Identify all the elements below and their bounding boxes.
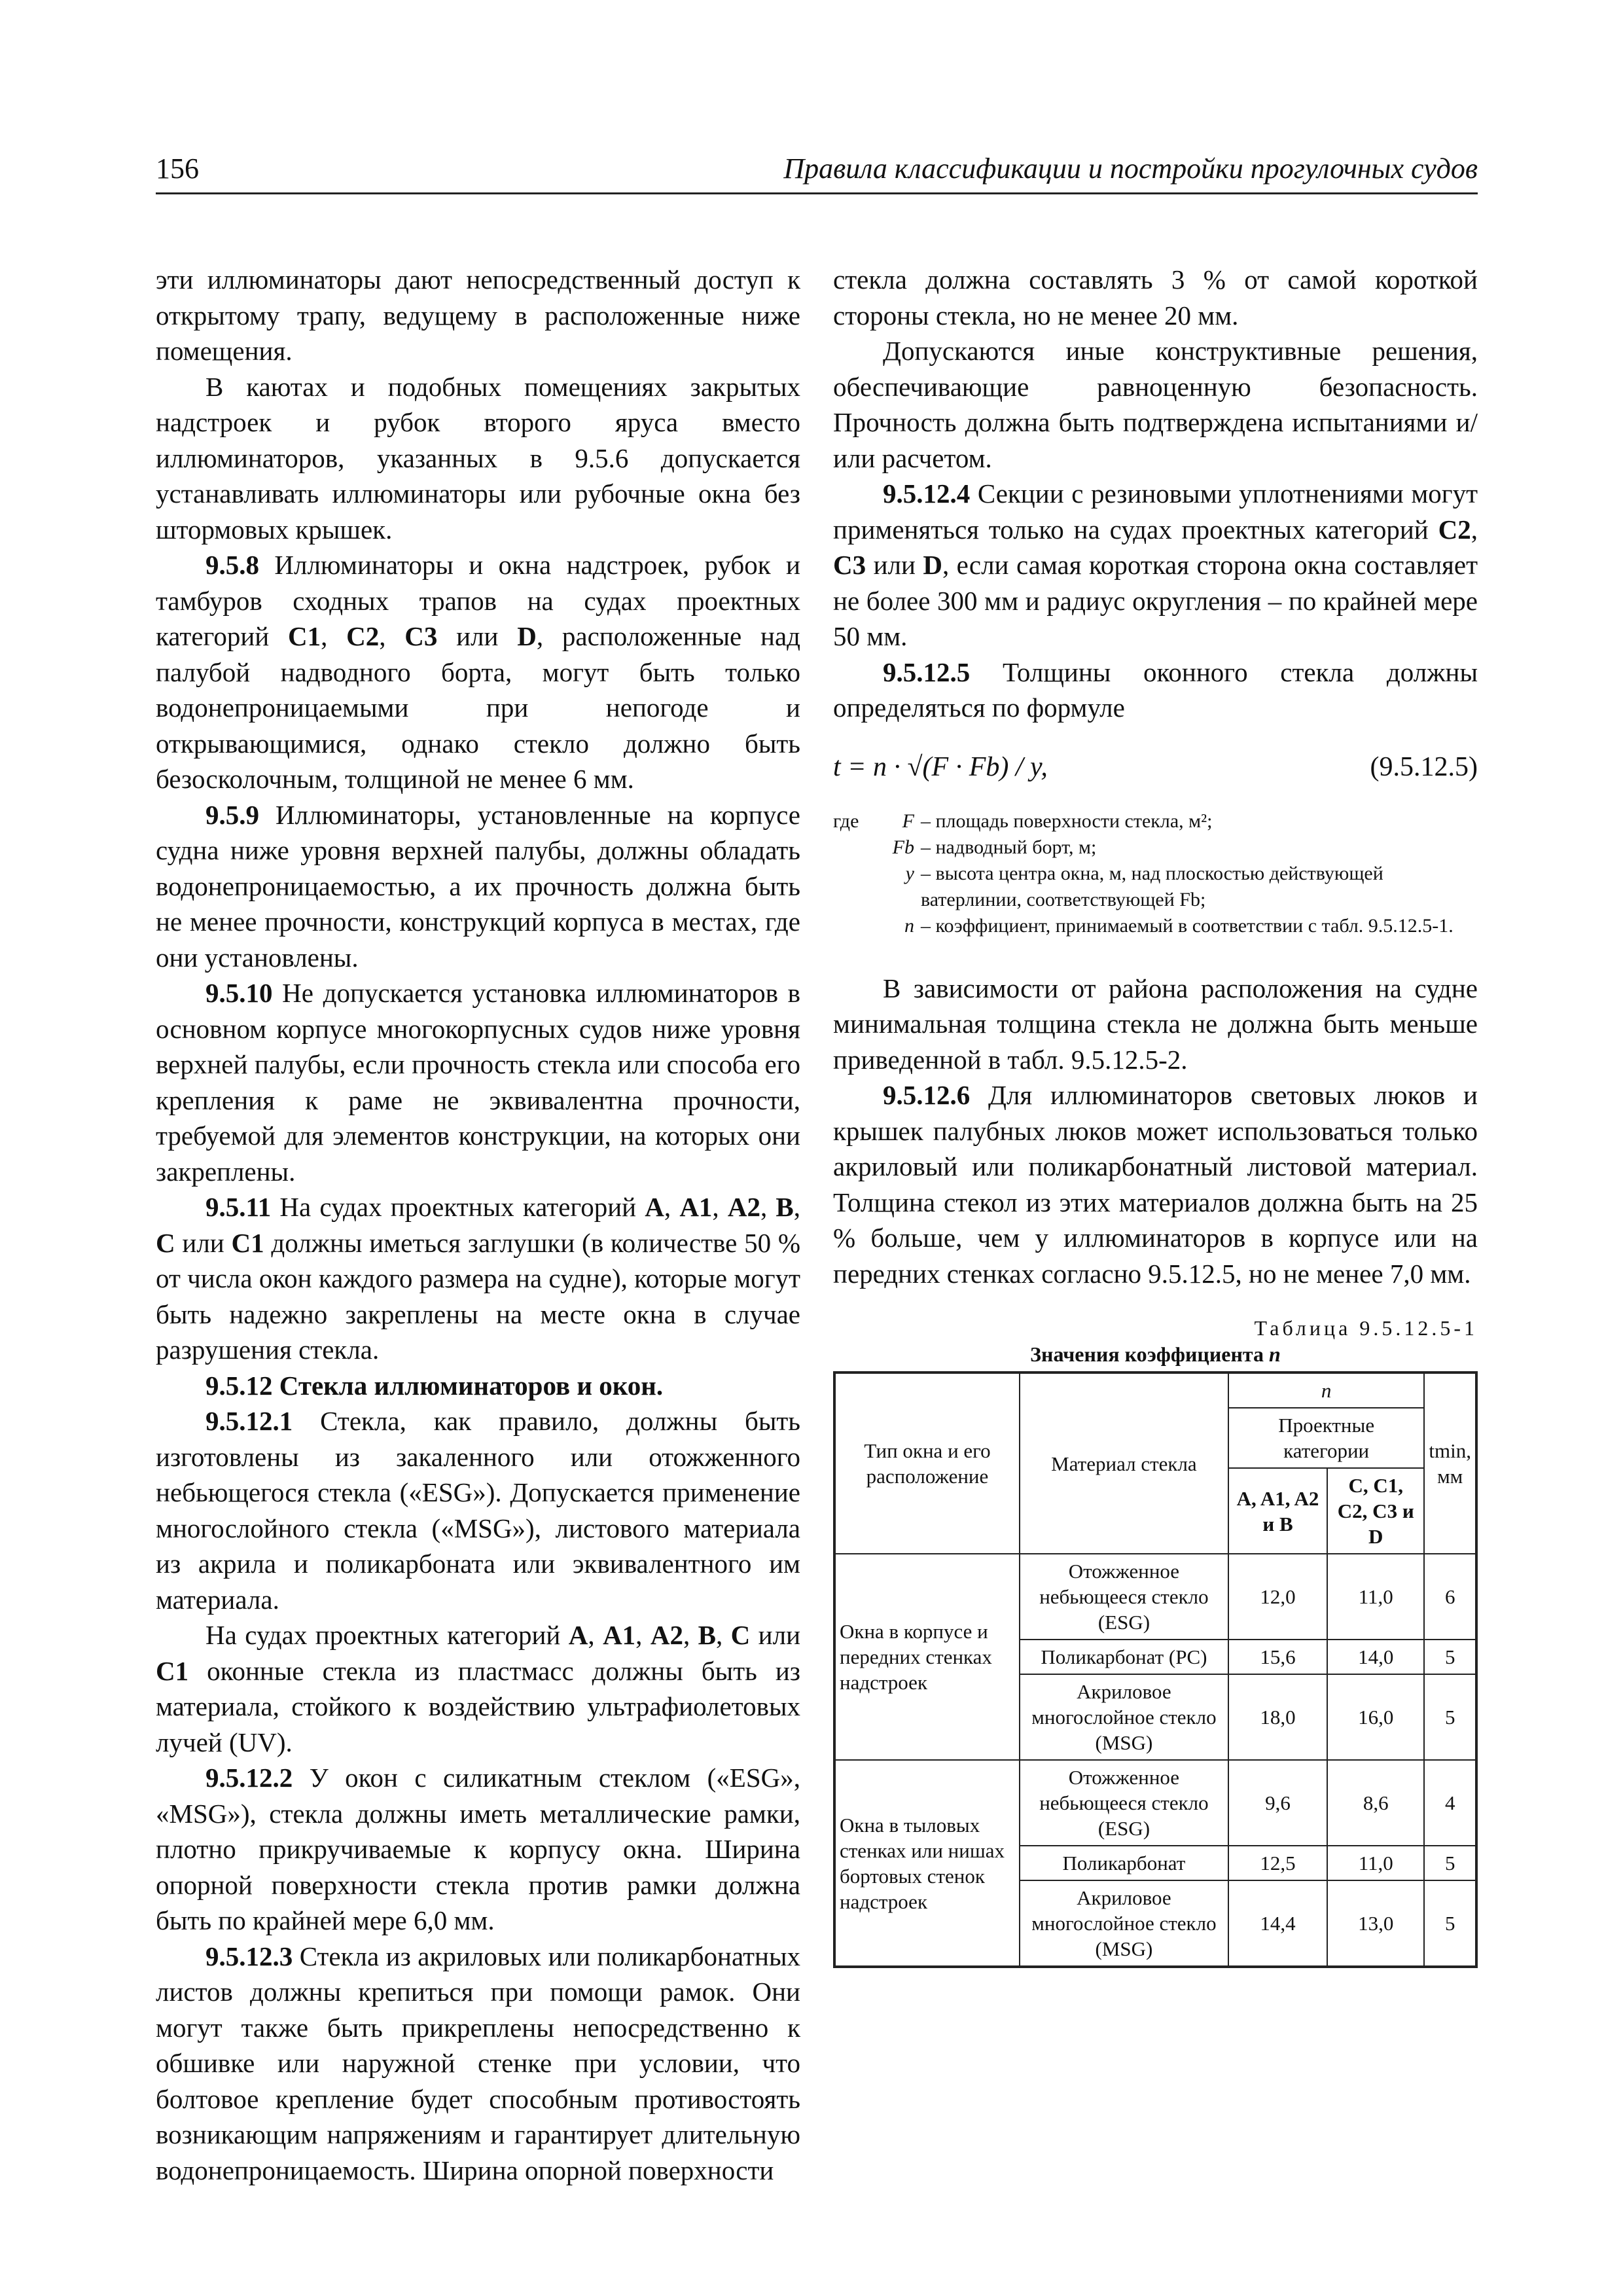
cell-material: Поликарбонат <box>1020 1846 1228 1880</box>
cell-n2: 14,0 <box>1327 1640 1424 1674</box>
cell-n1: 12,5 <box>1228 1846 1327 1880</box>
cell-material: Акриловое многослойное стекло (MSG) <box>1020 1674 1228 1760</box>
definition-row: y – высота центра окна, м, над плоскостью действующей ватерлинии, соответствующей Fb; <box>905 862 1383 910</box>
cell-n2: 13,0 <box>1327 1880 1424 1967</box>
cell-material: Отожженное небьющееся стекло (ESG) <box>1020 1760 1228 1846</box>
cell-tmin: 5 <box>1424 1846 1476 1880</box>
group-label: Окна в тыловых стенках или нишах бортовых стенок надстроек <box>834 1760 1020 1967</box>
section-number: 9.5.12.6 <box>883 1080 971 1110</box>
coefficient-table <box>833 1371 1478 1968</box>
header-tmin: tmin, мм <box>1424 1372 1476 1554</box>
header-n: n <box>1228 1372 1424 1408</box>
page-number: 156 <box>156 152 199 185</box>
right-column <box>833 262 1478 1968</box>
section-number: 9.5.12.3 <box>205 1941 293 1971</box>
cell-tmin: 5 <box>1424 1880 1476 1967</box>
page-header <box>156 152 1478 194</box>
paragraph-9-5-10: 9.5.10 Не допускается установка иллюминаторов в основном корпусе многокорпусных судов ниже уровня верхней палубы, если прочность стекла или способа его крепления к раме не эквивалентна прочности, требуемой для элементов конструкции, на которых они закреплены. <box>156 978 800 1187</box>
section-number: 9.5.11 <box>205 1192 272 1222</box>
cell-material: Поликарбонат (PC) <box>1020 1640 1228 1674</box>
section-heading-9-5-12: 9.5.12 Стекла иллюминаторов и окон. <box>205 1370 664 1401</box>
cell-tmin: 5 <box>1424 1674 1476 1760</box>
paragraph-9-5-11: 9.5.11 На судах проектных категорий A, A1, A2, B, C или C1 должны иметься заглушки (в количестве 50 % от числа окон каждого размера на судне), которые могут быть надежно закреплены на месте окна в случае разрушения стекла. <box>156 1192 801 1365</box>
paragraph-9-5-9: 9.5.9 Иллюминаторы, установленные на корпусе судна ниже уровня верхней палубы, должны обладать водонепроницаемостью, а их прочность должна быть не менее прочности, конструкций корпуса в местах, где они установлены. <box>156 799 800 973</box>
cell-n1: 18,0 <box>1228 1674 1327 1760</box>
paragraph-9-5-12-5: 9.5.12.5 Толщины оконного стекла должны определяться по формуле <box>833 656 1478 723</box>
paragraph: В зависимости от района расположения на судне минимальная толщина стекла не должна быть меньше приведенной в табл. 9.5.12.5-2. <box>833 973 1478 1075</box>
paragraph-9-5-12-6: 9.5.12.6 Для иллюминаторов световых люков и крышек палубных люков может использоваться только акриловый или поликарбонатный листовой материал. Толщина стекол из этих материалов должна быть на 25 % больше, чем у иллюминаторов в корпусе или на передних стенках согласно 9.5.12.5, но не менее 7,0 мм. <box>833 1080 1478 1289</box>
paragraph-9-5-12-2: 9.5.12.2 У окон с силикатным стеклом («ESG», «MSG»), стекла должны иметь металлические рамки, плотно прикручиваемые к корпусу окна. Ширина опорной поверхности стекла против рамки должна быть по крайней мере 6,0 мм. <box>156 1763 800 1935</box>
cell-n2: 11,0 <box>1327 1846 1424 1880</box>
paragraph: На судах проектных категорий A, A1, A2, B, C или C1 оконные стекла из пластмасс должны быть из материала, стойкого к воздействию ультрафиолетовых лучей (UV). <box>156 1620 801 1757</box>
paragraph-9-5-12-3: 9.5.12.3 Стекла из акриловых или поликарбонатных листов должны крепиться при помощи рамок. Они могут также быть прикреплены непосредственно к обшивке или наружной стенке при условии, что болтовое крепление будет способным противостоять возникающим напряжениям и гарантирует длительную водонепроницаемость. Ширина опорной поверхности <box>156 1941 800 2185</box>
section-number: 9.5.12.4 <box>883 478 971 509</box>
table-row <box>834 1554 1476 1640</box>
cell-n1: 15,6 <box>1228 1640 1327 1674</box>
cell-n1: 9,6 <box>1228 1760 1327 1846</box>
header-material: Материал стекла <box>1020 1372 1228 1554</box>
cell-n1: 14,4 <box>1228 1880 1327 1967</box>
cell-tmin: 4 <box>1424 1760 1476 1846</box>
paragraph-9-5-12-1: 9.5.12.1 Стекла, как правило, должны быть изготовлены из закаленного или отожженного небьющегося стекла («ESG»). Допускается применение многослойного стекла («MSG»), листового материала из акрила и поликарбоната или эквивалентного им материала. <box>156 1406 800 1615</box>
section-number: 9.5.9 <box>205 799 259 830</box>
section-number: 9.5.12.2 <box>205 1763 293 1793</box>
section-number: 9.5.8 <box>205 550 259 580</box>
section-number: 9.5.12.5 <box>883 656 971 687</box>
paragraph: Допускаются иные конструктивные решения, обеспечивающие равноценную безопасность. Прочность должна быть подтверждена испытаниями и/или расчетом. <box>833 336 1478 473</box>
definition-row: Fb – надводный борт, м; <box>892 836 1097 858</box>
table-title: Значения коэффициента n <box>1030 1342 1281 1366</box>
cell-tmin: 5 <box>1424 1640 1476 1674</box>
cell-tmin: 6 <box>1424 1554 1476 1640</box>
running-title: Правила классификации и постройки прогулочных судов <box>783 152 1478 185</box>
header-categories: Проектные категории <box>1228 1408 1424 1468</box>
cell-material: Отожженное небьющееся стекло (ESG) <box>1020 1554 1228 1640</box>
table-caption: Таблица 9.5.12.5-1 <box>1254 1316 1478 1340</box>
formula-number: (9.5.12.5) <box>1370 751 1478 782</box>
group-label: Окна в корпусе и передних стенках надстроек <box>834 1554 1020 1760</box>
cell-n2: 11,0 <box>1327 1554 1424 1640</box>
table-row <box>834 1760 1476 1846</box>
formula-definitions <box>833 808 1478 939</box>
paragraph: В каютах и подобных помещениях закрытых надстроек и рубок второго яруса вместо иллюминаторов, указанных в 9.5.6 допускается устанавливать иллюминаторы или рубочные окна без штормовых крышек. <box>156 371 800 545</box>
header-col-c-d: C, C1, C2, C3 и D <box>1327 1468 1424 1554</box>
left-column <box>156 262 800 2188</box>
formula-expression: t = n · √(F · Fb) / y, <box>833 751 1048 782</box>
definition-row: n – коэффициент, принимаемый в соответствии с табл. 9.5.12.5-1. <box>904 914 1454 937</box>
table-header-row <box>834 1372 1476 1408</box>
cell-n2: 16,0 <box>1327 1674 1424 1760</box>
paragraph: эти иллюминаторы дают непосредственный доступ к открытому трапу, ведущему в расположенные ниже помещения. <box>156 264 800 366</box>
cell-n2: 8,6 <box>1327 1760 1424 1846</box>
formula <box>833 749 1478 786</box>
paragraph-9-5-12-4: 9.5.12.4 Секции с резиновыми уплотнениями могут применяться только на судах проектных категорий C2, C3 или D, если самая короткая сторона окна составляет не более 300 мм и радиус округления – по крайней мере 50 мм. <box>833 478 1478 651</box>
cell-material: Акриловое многослойное стекло (MSG) <box>1020 1880 1228 1967</box>
paragraph-9-5-8: 9.5.8 Иллюминаторы и окна надстроек, рубок и тамбуров сходных трапов на судах проектных категорий C1, C2, C3 или D, расположенные над палубой надводного борта, могут быть только водонепроницаемыми при непогоде и открывающимися, однако стекло должно быть безосколочным, толщиной не менее 6 мм. <box>156 550 801 794</box>
definition-row: где F – площадь поверхности стекла, м²; <box>833 810 1213 832</box>
paragraph: стекла должна составлять 3 % от самой короткой стороны стекла, но не менее 20 мм. <box>833 264 1478 331</box>
section-number: 9.5.12.1 <box>205 1406 293 1436</box>
cell-n1: 12,0 <box>1228 1554 1327 1640</box>
header-window-type: Тип окна и его расположение <box>834 1372 1020 1554</box>
header-col-a-b: A, A1, A2 и B <box>1228 1468 1327 1554</box>
section-number: 9.5.10 <box>205 978 273 1008</box>
